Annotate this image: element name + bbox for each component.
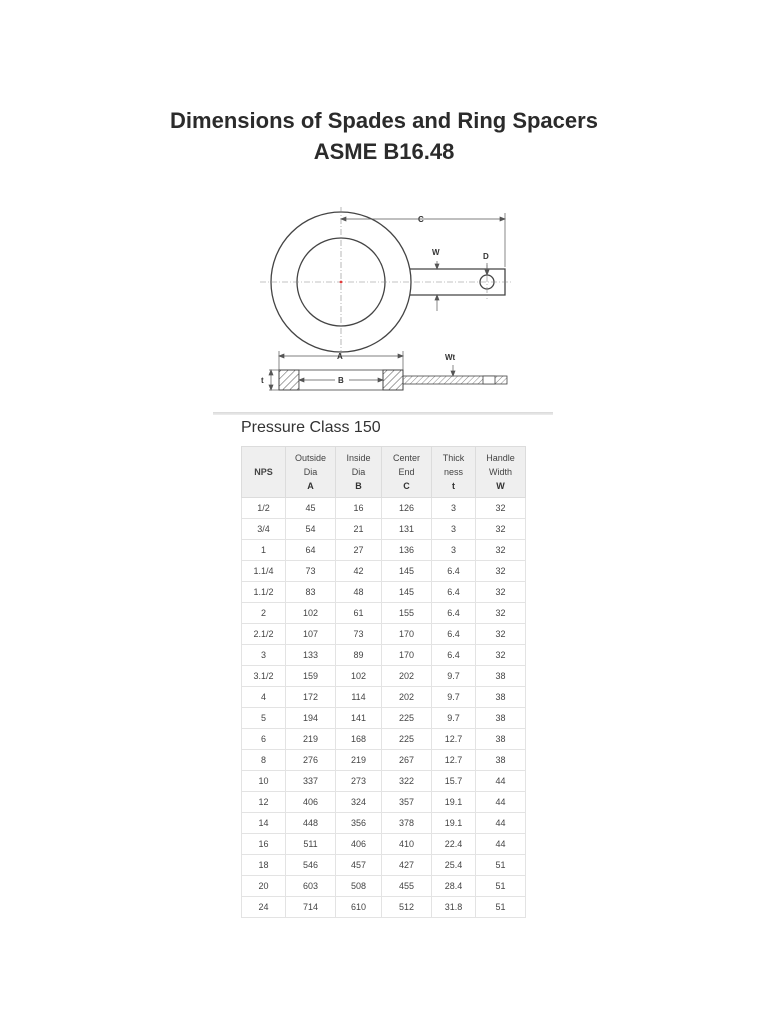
cell-outside-dia: 194 <box>286 708 336 729</box>
cell-inside-dia: 273 <box>336 771 382 792</box>
cell-thickness: 31.8 <box>432 897 476 918</box>
header-text: ness <box>443 467 463 477</box>
cell-outside-dia: 714 <box>286 897 336 918</box>
cell-nps: 5 <box>242 708 286 729</box>
cell-inside-dia: 168 <box>336 729 382 750</box>
cell-inside-dia: 89 <box>336 645 382 666</box>
cell-thickness: 6.4 <box>432 603 476 624</box>
table-title: Pressure Class 150 <box>241 419 381 436</box>
page-subtitle-standard: ASME B16.48 <box>313 139 455 164</box>
cell-inside-dia: 16 <box>336 498 382 519</box>
cell-center-end: 170 <box>382 645 432 666</box>
header-center-end <box>382 447 432 498</box>
cell-handle-width: 38 <box>476 708 526 729</box>
cell-handle-width: 44 <box>476 813 526 834</box>
cell-inside-dia: 324 <box>336 792 382 813</box>
cell-nps: 6 <box>242 729 286 750</box>
cell-nps: 20 <box>242 876 286 897</box>
header-symbol: W <box>496 481 505 491</box>
cell-center-end: 322 <box>382 771 432 792</box>
cell-outside-dia: 102 <box>286 603 336 624</box>
label-wt: Wt <box>445 353 456 362</box>
cell-outside-dia: 159 <box>286 666 336 687</box>
table-row <box>242 498 526 519</box>
cell-handle-width: 32 <box>476 519 526 540</box>
cell-thickness: 12.7 <box>432 750 476 771</box>
cell-handle-width: 38 <box>476 750 526 771</box>
table-row <box>242 540 526 561</box>
cell-handle-width: 38 <box>476 666 526 687</box>
cell-thickness: 9.7 <box>432 708 476 729</box>
cell-center-end: 225 <box>382 729 432 750</box>
cell-inside-dia: 42 <box>336 561 382 582</box>
cell-nps: 2 <box>242 603 286 624</box>
cell-outside-dia: 64 <box>286 540 336 561</box>
cell-handle-width: 32 <box>476 540 526 561</box>
table-row <box>242 708 526 729</box>
header-text: Dia <box>303 467 318 477</box>
header-text: Center <box>392 453 420 463</box>
cell-inside-dia: 27 <box>336 540 382 561</box>
header-text: Inside <box>346 453 371 463</box>
label-d: D <box>483 252 489 261</box>
cell-thickness: 12.7 <box>432 729 476 750</box>
cell-outside-dia: 337 <box>286 771 336 792</box>
cell-thickness: 6.4 <box>432 624 476 645</box>
cell-center-end: 202 <box>382 666 432 687</box>
cell-center-end: 267 <box>382 750 432 771</box>
header-text: End <box>398 467 415 477</box>
cell-nps: 14 <box>242 813 286 834</box>
table-row <box>242 834 526 855</box>
cell-outside-dia: 45 <box>286 498 336 519</box>
cell-outside-dia: 406 <box>286 792 336 813</box>
cell-center-end: 357 <box>382 792 432 813</box>
cell-nps: 16 <box>242 834 286 855</box>
cell-outside-dia: 546 <box>286 855 336 876</box>
table-row <box>242 603 526 624</box>
header-text: Dia <box>351 467 366 477</box>
cell-inside-dia: 457 <box>336 855 382 876</box>
spade-spacer-drawing <box>255 205 515 400</box>
dimension-wt <box>451 365 455 376</box>
cell-thickness: 15.7 <box>432 771 476 792</box>
header-text: Outside <box>294 453 327 463</box>
header-symbol: A <box>307 481 314 491</box>
header-thickness <box>432 447 476 498</box>
table-row <box>242 897 526 918</box>
cell-nps: 2.1/2 <box>242 624 286 645</box>
cell-handle-width: 32 <box>476 561 526 582</box>
cell-nps: 12 <box>242 792 286 813</box>
cell-inside-dia: 21 <box>336 519 382 540</box>
cell-center-end: 202 <box>382 687 432 708</box>
table-row <box>242 519 526 540</box>
cell-handle-width: 32 <box>476 603 526 624</box>
cell-thickness: 9.7 <box>432 687 476 708</box>
cell-center-end: 455 <box>382 876 432 897</box>
page-title: Dimensions of Spades and Ring Spacers <box>170 108 598 133</box>
cell-nps: 3 <box>242 645 286 666</box>
header-symbol: C <box>403 481 410 491</box>
cell-outside-dia: 511 <box>286 834 336 855</box>
label-b: B <box>338 376 344 385</box>
cell-center-end: 131 <box>382 519 432 540</box>
cell-inside-dia: 508 <box>336 876 382 897</box>
table-row <box>242 645 526 666</box>
table-row <box>242 582 526 603</box>
cell-handle-width: 44 <box>476 834 526 855</box>
cell-inside-dia: 219 <box>336 750 382 771</box>
cell-inside-dia: 61 <box>336 603 382 624</box>
table-row <box>242 687 526 708</box>
cell-handle-width: 32 <box>476 498 526 519</box>
cell-handle-width: 32 <box>476 624 526 645</box>
header-text: Thick <box>442 453 465 463</box>
cell-nps: 10 <box>242 771 286 792</box>
table-row <box>242 792 526 813</box>
dimension-t <box>269 370 279 390</box>
cell-thickness: 9.7 <box>432 666 476 687</box>
cell-outside-dia: 133 <box>286 645 336 666</box>
cell-thickness: 22.4 <box>432 834 476 855</box>
cell-handle-width: 32 <box>476 582 526 603</box>
cell-center-end: 225 <box>382 708 432 729</box>
label-a: A <box>337 352 343 361</box>
cell-handle-width: 38 <box>476 729 526 750</box>
cell-center-end: 155 <box>382 603 432 624</box>
header-handle-width <box>476 447 526 498</box>
cell-thickness: 19.1 <box>432 792 476 813</box>
cell-handle-width: 32 <box>476 645 526 666</box>
cell-nps: 8 <box>242 750 286 771</box>
cell-center-end: 378 <box>382 813 432 834</box>
cell-center-end: 512 <box>382 897 432 918</box>
cell-inside-dia: 48 <box>336 582 382 603</box>
cell-inside-dia: 73 <box>336 624 382 645</box>
table-row <box>242 813 526 834</box>
label-w: W <box>432 248 440 257</box>
cell-outside-dia: 448 <box>286 813 336 834</box>
section-divider <box>213 412 553 415</box>
cell-outside-dia: 73 <box>286 561 336 582</box>
header-inside-dia <box>336 447 382 498</box>
cell-handle-width: 51 <box>476 876 526 897</box>
table-row <box>242 561 526 582</box>
cell-inside-dia: 114 <box>336 687 382 708</box>
cell-thickness: 3 <box>432 498 476 519</box>
header-text: NPS <box>254 467 273 477</box>
cell-thickness: 6.4 <box>432 561 476 582</box>
table-row <box>242 729 526 750</box>
cell-outside-dia: 83 <box>286 582 336 603</box>
center-mark <box>340 281 343 284</box>
table-body <box>242 498 526 918</box>
table-row <box>242 876 526 897</box>
cell-thickness: 25.4 <box>432 855 476 876</box>
cell-thickness: 6.4 <box>432 582 476 603</box>
cell-nps: 4 <box>242 687 286 708</box>
header-outside-dia <box>286 447 336 498</box>
table-row <box>242 855 526 876</box>
cell-handle-width: 44 <box>476 771 526 792</box>
label-t: t <box>261 376 264 385</box>
cell-outside-dia: 172 <box>286 687 336 708</box>
cell-center-end: 136 <box>382 540 432 561</box>
cell-center-end: 410 <box>382 834 432 855</box>
cell-nps: 1 <box>242 540 286 561</box>
cell-inside-dia: 356 <box>336 813 382 834</box>
cell-thickness: 6.4 <box>432 645 476 666</box>
cell-thickness: 19.1 <box>432 813 476 834</box>
table-row <box>242 666 526 687</box>
cell-thickness: 3 <box>432 540 476 561</box>
cell-handle-width: 51 <box>476 855 526 876</box>
table-row <box>242 750 526 771</box>
cell-nps: 18 <box>242 855 286 876</box>
cell-center-end: 170 <box>382 624 432 645</box>
header-text: Handle <box>486 453 515 463</box>
cell-nps: 3.1/2 <box>242 666 286 687</box>
header-symbol: t <box>452 481 455 491</box>
header-symbol: B <box>355 481 362 491</box>
cell-thickness: 3 <box>432 519 476 540</box>
cell-center-end: 126 <box>382 498 432 519</box>
cell-nps: 3/4 <box>242 519 286 540</box>
cell-nps: 24 <box>242 897 286 918</box>
cell-outside-dia: 276 <box>286 750 336 771</box>
table-row <box>242 771 526 792</box>
cell-handle-width: 38 <box>476 687 526 708</box>
cell-outside-dia: 54 <box>286 519 336 540</box>
cell-nps: 1.1/2 <box>242 582 286 603</box>
dimensions-table <box>241 446 526 918</box>
label-c: C <box>418 215 424 224</box>
cell-inside-dia: 610 <box>336 897 382 918</box>
cell-handle-width: 44 <box>476 792 526 813</box>
header-nps <box>242 447 286 498</box>
cell-center-end: 145 <box>382 561 432 582</box>
cell-nps: 1/2 <box>242 498 286 519</box>
table-row <box>242 624 526 645</box>
cell-outside-dia: 107 <box>286 624 336 645</box>
table-header-row <box>242 447 526 498</box>
cell-thickness: 28.4 <box>432 876 476 897</box>
cell-outside-dia: 603 <box>286 876 336 897</box>
cell-nps: 1.1/4 <box>242 561 286 582</box>
cell-inside-dia: 406 <box>336 834 382 855</box>
cell-handle-width: 51 <box>476 897 526 918</box>
cell-outside-dia: 219 <box>286 729 336 750</box>
cell-center-end: 427 <box>382 855 432 876</box>
header-text: Width <box>488 467 512 477</box>
cell-center-end: 145 <box>382 582 432 603</box>
cell-inside-dia: 141 <box>336 708 382 729</box>
cell-inside-dia: 102 <box>336 666 382 687</box>
